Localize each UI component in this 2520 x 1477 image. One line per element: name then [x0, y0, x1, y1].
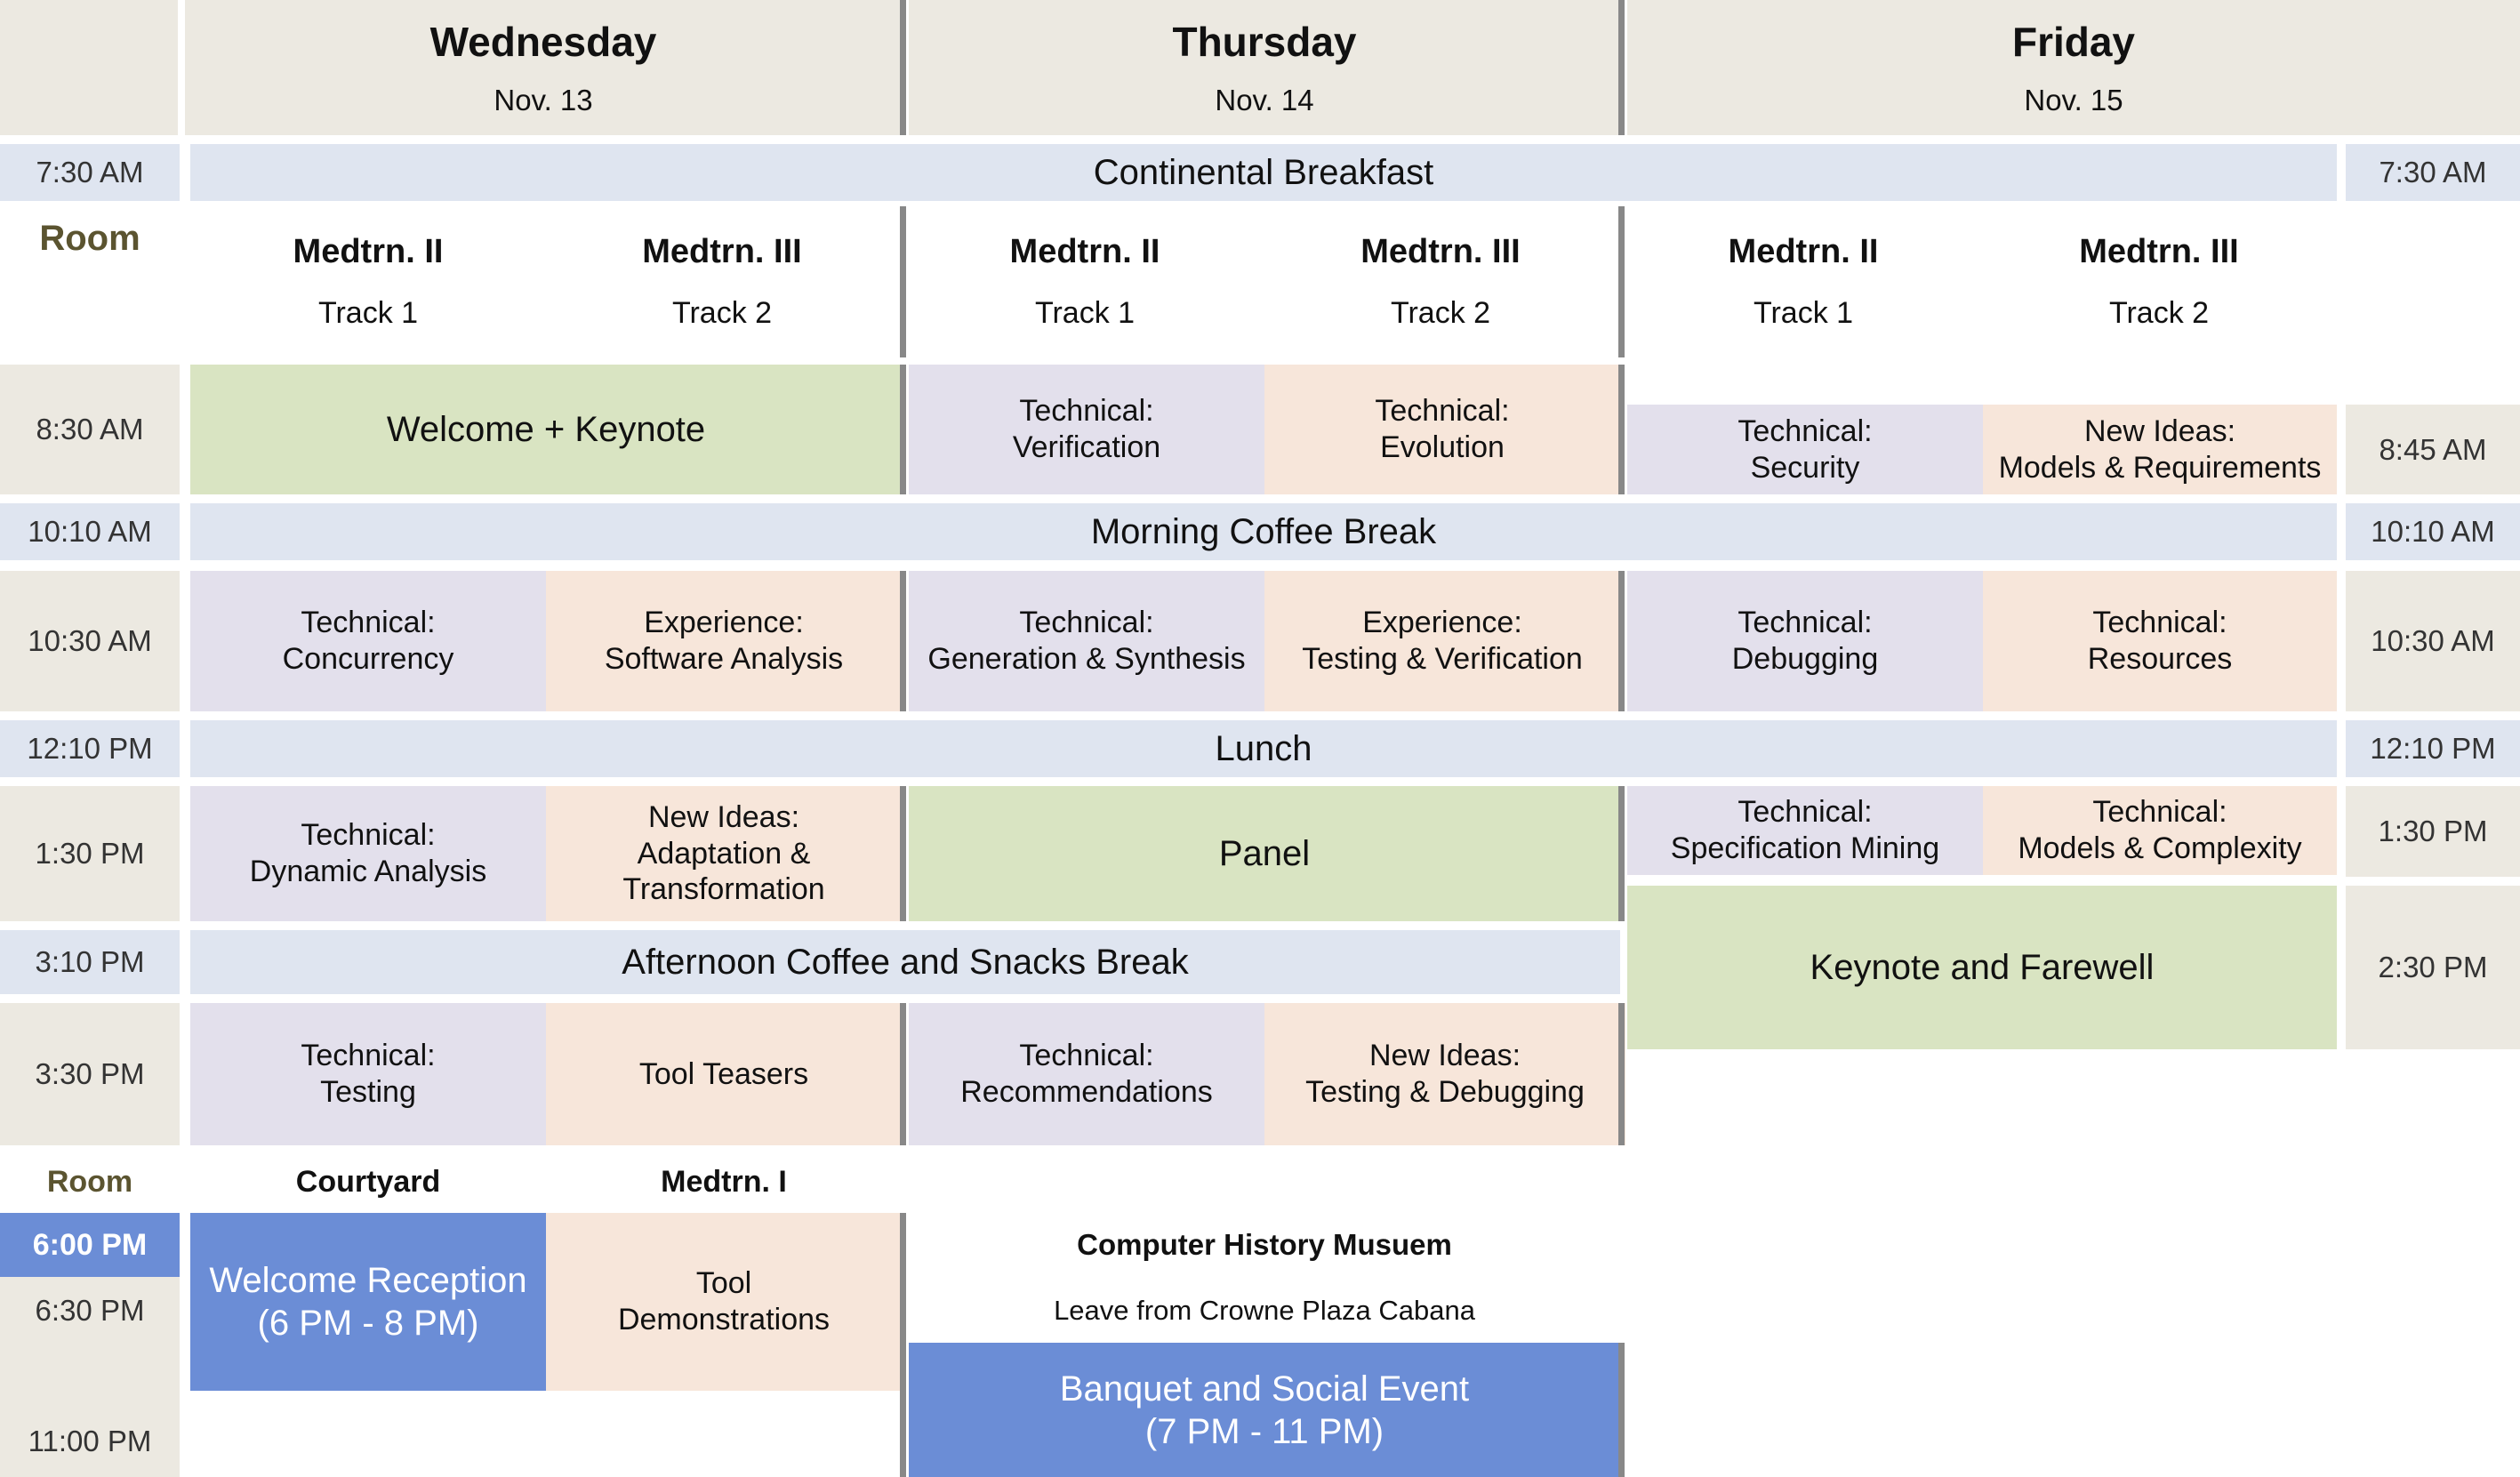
day-name: Wednesday: [429, 18, 657, 65]
session-topic: Verification: [1012, 430, 1161, 464]
day-name: Thursday: [1172, 18, 1357, 65]
session-thu-generation-synthesis[interactable]: [909, 571, 1264, 711]
day-date: Nov. 15: [2024, 83, 2123, 116]
session-fri-debugging[interactable]: [1627, 571, 1983, 711]
session-fri-resources[interactable]: [1983, 571, 2337, 711]
session-kind: New Ideas:: [2083, 413, 2236, 448]
day-divider: [1618, 1343, 1625, 1477]
room-header-wed-track1: [190, 206, 546, 357]
session-kind: Technical:: [1019, 606, 1154, 640]
time-label: [0, 1277, 180, 1477]
room-header-wed-track2: [544, 206, 900, 357]
track-name: Track 1: [1753, 296, 1854, 331]
band-continental-breakfast: Continental Breakfast: [190, 144, 2337, 201]
day-date: Nov. 13: [494, 83, 593, 116]
event-title: Welcome Reception: [209, 1261, 527, 1300]
venue-leave-note: Leave from Crowne Plaza Cabana: [1054, 1295, 1475, 1327]
room-name: Medtrn. III: [2079, 232, 2239, 270]
session-topic: Models & Requirements: [1998, 450, 2322, 485]
track-name: Track 1: [1034, 296, 1136, 331]
event-title: Tool: [695, 1266, 752, 1301]
time-label: 3:10 PM: [0, 930, 180, 994]
day-divider: [900, 571, 906, 711]
session-topic: Dynamic Analysis: [249, 855, 487, 888]
session-topic: Models & Complexity: [2018, 831, 2302, 865]
session-kind: Experience:: [1362, 606, 1522, 640]
session-fri-security[interactable]: [1627, 405, 1983, 494]
band-morning-coffee: Morning Coffee Break: [190, 503, 2337, 560]
session-kind: Technical:: [1738, 413, 1873, 448]
session-topic: Testing & Verification: [1302, 642, 1583, 676]
day-header-wednesday: [185, 0, 902, 135]
time-label: 3:30 PM: [0, 1003, 180, 1145]
corner-cell: [0, 0, 178, 135]
session-topic: Recommendations: [960, 1075, 1213, 1109]
time-label: 1:30 PM: [0, 786, 180, 921]
day-divider: [1618, 1003, 1625, 1145]
event-time: (7 PM - 11 PM): [1144, 1411, 1384, 1451]
session-thu-evolution[interactable]: [1264, 365, 1620, 494]
room-courtyard: Courtyard: [295, 1164, 441, 1199]
event-tool-demonstrations[interactable]: [546, 1213, 902, 1391]
time-label: 8:30 AM: [0, 365, 180, 494]
day-divider: [900, 0, 906, 135]
session-wed-adaptation-transformation[interactable]: [546, 786, 902, 921]
session-topic: Debugging: [1731, 642, 1879, 676]
room-name: Medtrn. II: [293, 232, 444, 270]
session-topic: Testing & Debugging: [1305, 1075, 1585, 1109]
day-divider: [1618, 786, 1625, 921]
session-kind: Technical:: [1738, 606, 1873, 640]
session-thu-testing-verification[interactable]: [1264, 571, 1620, 711]
session-fri-specification-mining[interactable]: [1627, 786, 1983, 875]
day-name: Friday: [2011, 18, 2136, 65]
room-label: Room: [39, 219, 140, 258]
day-divider: [1618, 571, 1625, 711]
event-title-line2: Demonstrations: [617, 1303, 831, 1337]
time-label: 12:10 PM: [0, 720, 180, 777]
day-divider: [900, 786, 906, 921]
venue-computer-history-museum: Computer History Musuem: [1077, 1228, 1452, 1262]
session-kind: Technical:: [1019, 1039, 1154, 1073]
band-lunch: Lunch: [190, 720, 2337, 777]
session-kind: Experience:: [644, 606, 804, 640]
session-wed-software-analysis[interactable]: [546, 571, 902, 711]
time-label: 7:30 AM: [2346, 144, 2520, 201]
day-divider: [1618, 0, 1625, 135]
session-kind: Technical:: [2092, 606, 2227, 640]
session-kind: Technical:: [301, 818, 436, 853]
day-divider: [900, 1003, 906, 1145]
time-1100: 11:00 PM: [28, 1425, 152, 1458]
session-fri-models-complexity[interactable]: [1983, 786, 2337, 875]
time-630: 6:30 PM: [35, 1294, 145, 1327]
event-welcome-reception[interactable]: [190, 1213, 546, 1391]
time-label: 10:10 AM: [2346, 503, 2520, 560]
session-topic: Testing: [320, 1075, 416, 1109]
time-label: 7:30 AM: [0, 144, 180, 201]
room-label: Room: [46, 1164, 133, 1199]
room-name: Medtrn. II: [1009, 232, 1160, 270]
room-name: Medtrn. III: [642, 232, 802, 270]
track-name: Track 2: [1390, 296, 1491, 331]
session-wed-testing[interactable]: [190, 1003, 546, 1145]
session-kind: Technical:: [1375, 394, 1510, 429]
time-label: 1:30 PM: [2346, 786, 2520, 877]
day-date: Nov. 14: [1215, 83, 1314, 116]
session-wed-concurrency[interactable]: [190, 571, 546, 711]
day-header-thursday: [909, 0, 1620, 135]
room-header-thu-track1: [909, 206, 1261, 357]
session-kind: New Ideas:: [647, 799, 800, 834]
session-kind: Technical:: [1019, 394, 1154, 429]
session-kind: Technical:: [301, 606, 436, 640]
session-topic-line2: Transformation: [622, 872, 825, 907]
track-name: Track 1: [317, 296, 419, 331]
time-label-current: 6:00 PM: [0, 1213, 180, 1277]
track-name: Track 2: [2108, 296, 2210, 331]
session-kind: New Ideas:: [1368, 1039, 1521, 1073]
room-name: Medtrn. II: [1728, 232, 1879, 270]
session-topic: Evolution: [1380, 430, 1505, 464]
session-kind: Technical:: [301, 1039, 436, 1073]
event-banquet-social[interactable]: [909, 1343, 1620, 1477]
session-thu-verification[interactable]: [909, 365, 1264, 494]
room-name: Medtrn. III: [1360, 232, 1521, 270]
band-afternoon-coffee: Afternoon Coffee and Snacks Break: [190, 930, 1620, 994]
day-divider: [1618, 365, 1625, 494]
session-wed-tool-teasers[interactable]: Tool Teasers: [546, 1003, 902, 1145]
session-kind: Technical:: [1738, 795, 1873, 830]
time-label: 10:30 AM: [0, 571, 180, 711]
session-kind: Technical:: [2092, 795, 2227, 830]
room-header-fri-track1: [1627, 206, 1979, 357]
session-thu-panel[interactable]: Panel: [909, 786, 1620, 921]
event-time: (6 PM - 8 PM): [257, 1304, 479, 1343]
day-divider: [1618, 206, 1625, 357]
room-header-thu-track2: [1263, 206, 1618, 357]
day-header-friday: [1627, 0, 2520, 135]
session-topic: Resources: [2087, 642, 2233, 676]
session-welcome-keynote[interactable]: Welcome + Keynote: [190, 365, 902, 494]
day-divider: [900, 1213, 906, 1477]
time-label: 12:10 PM: [2346, 720, 2520, 777]
time-label: 2:30 PM: [2346, 886, 2520, 1049]
session-topic: Adaptation &: [637, 836, 811, 871]
time-label: 10:10 AM: [0, 503, 180, 560]
session-thu-testing-debugging[interactable]: [1264, 1003, 1625, 1145]
room-medtrn-i: Medtrn. I: [661, 1164, 787, 1199]
event-title: Banquet and Social Event: [1059, 1369, 1470, 1409]
session-topic: Specification Mining: [1670, 831, 1940, 865]
session-wed-dynamic-analysis[interactable]: [190, 786, 546, 921]
session-topic: Security: [1750, 450, 1860, 485]
session-fri-models-requirements[interactable]: [1983, 405, 2337, 494]
session-fri-keynote-farewell[interactable]: Keynote and Farewell: [1627, 886, 2337, 1049]
time-label: 8:45 AM: [2346, 405, 2520, 494]
session-topic: Software Analysis: [604, 642, 844, 676]
session-topic: Concurrency: [282, 642, 454, 676]
day-divider: [900, 365, 906, 494]
session-thu-recommendations[interactable]: [909, 1003, 1264, 1145]
room-header-fri-track2: [1981, 206, 2337, 357]
session-topic: Generation & Synthesis: [927, 642, 1246, 676]
track-name: Track 2: [671, 296, 773, 331]
day-divider: [900, 206, 906, 357]
time-label: 10:30 AM: [2346, 571, 2520, 711]
